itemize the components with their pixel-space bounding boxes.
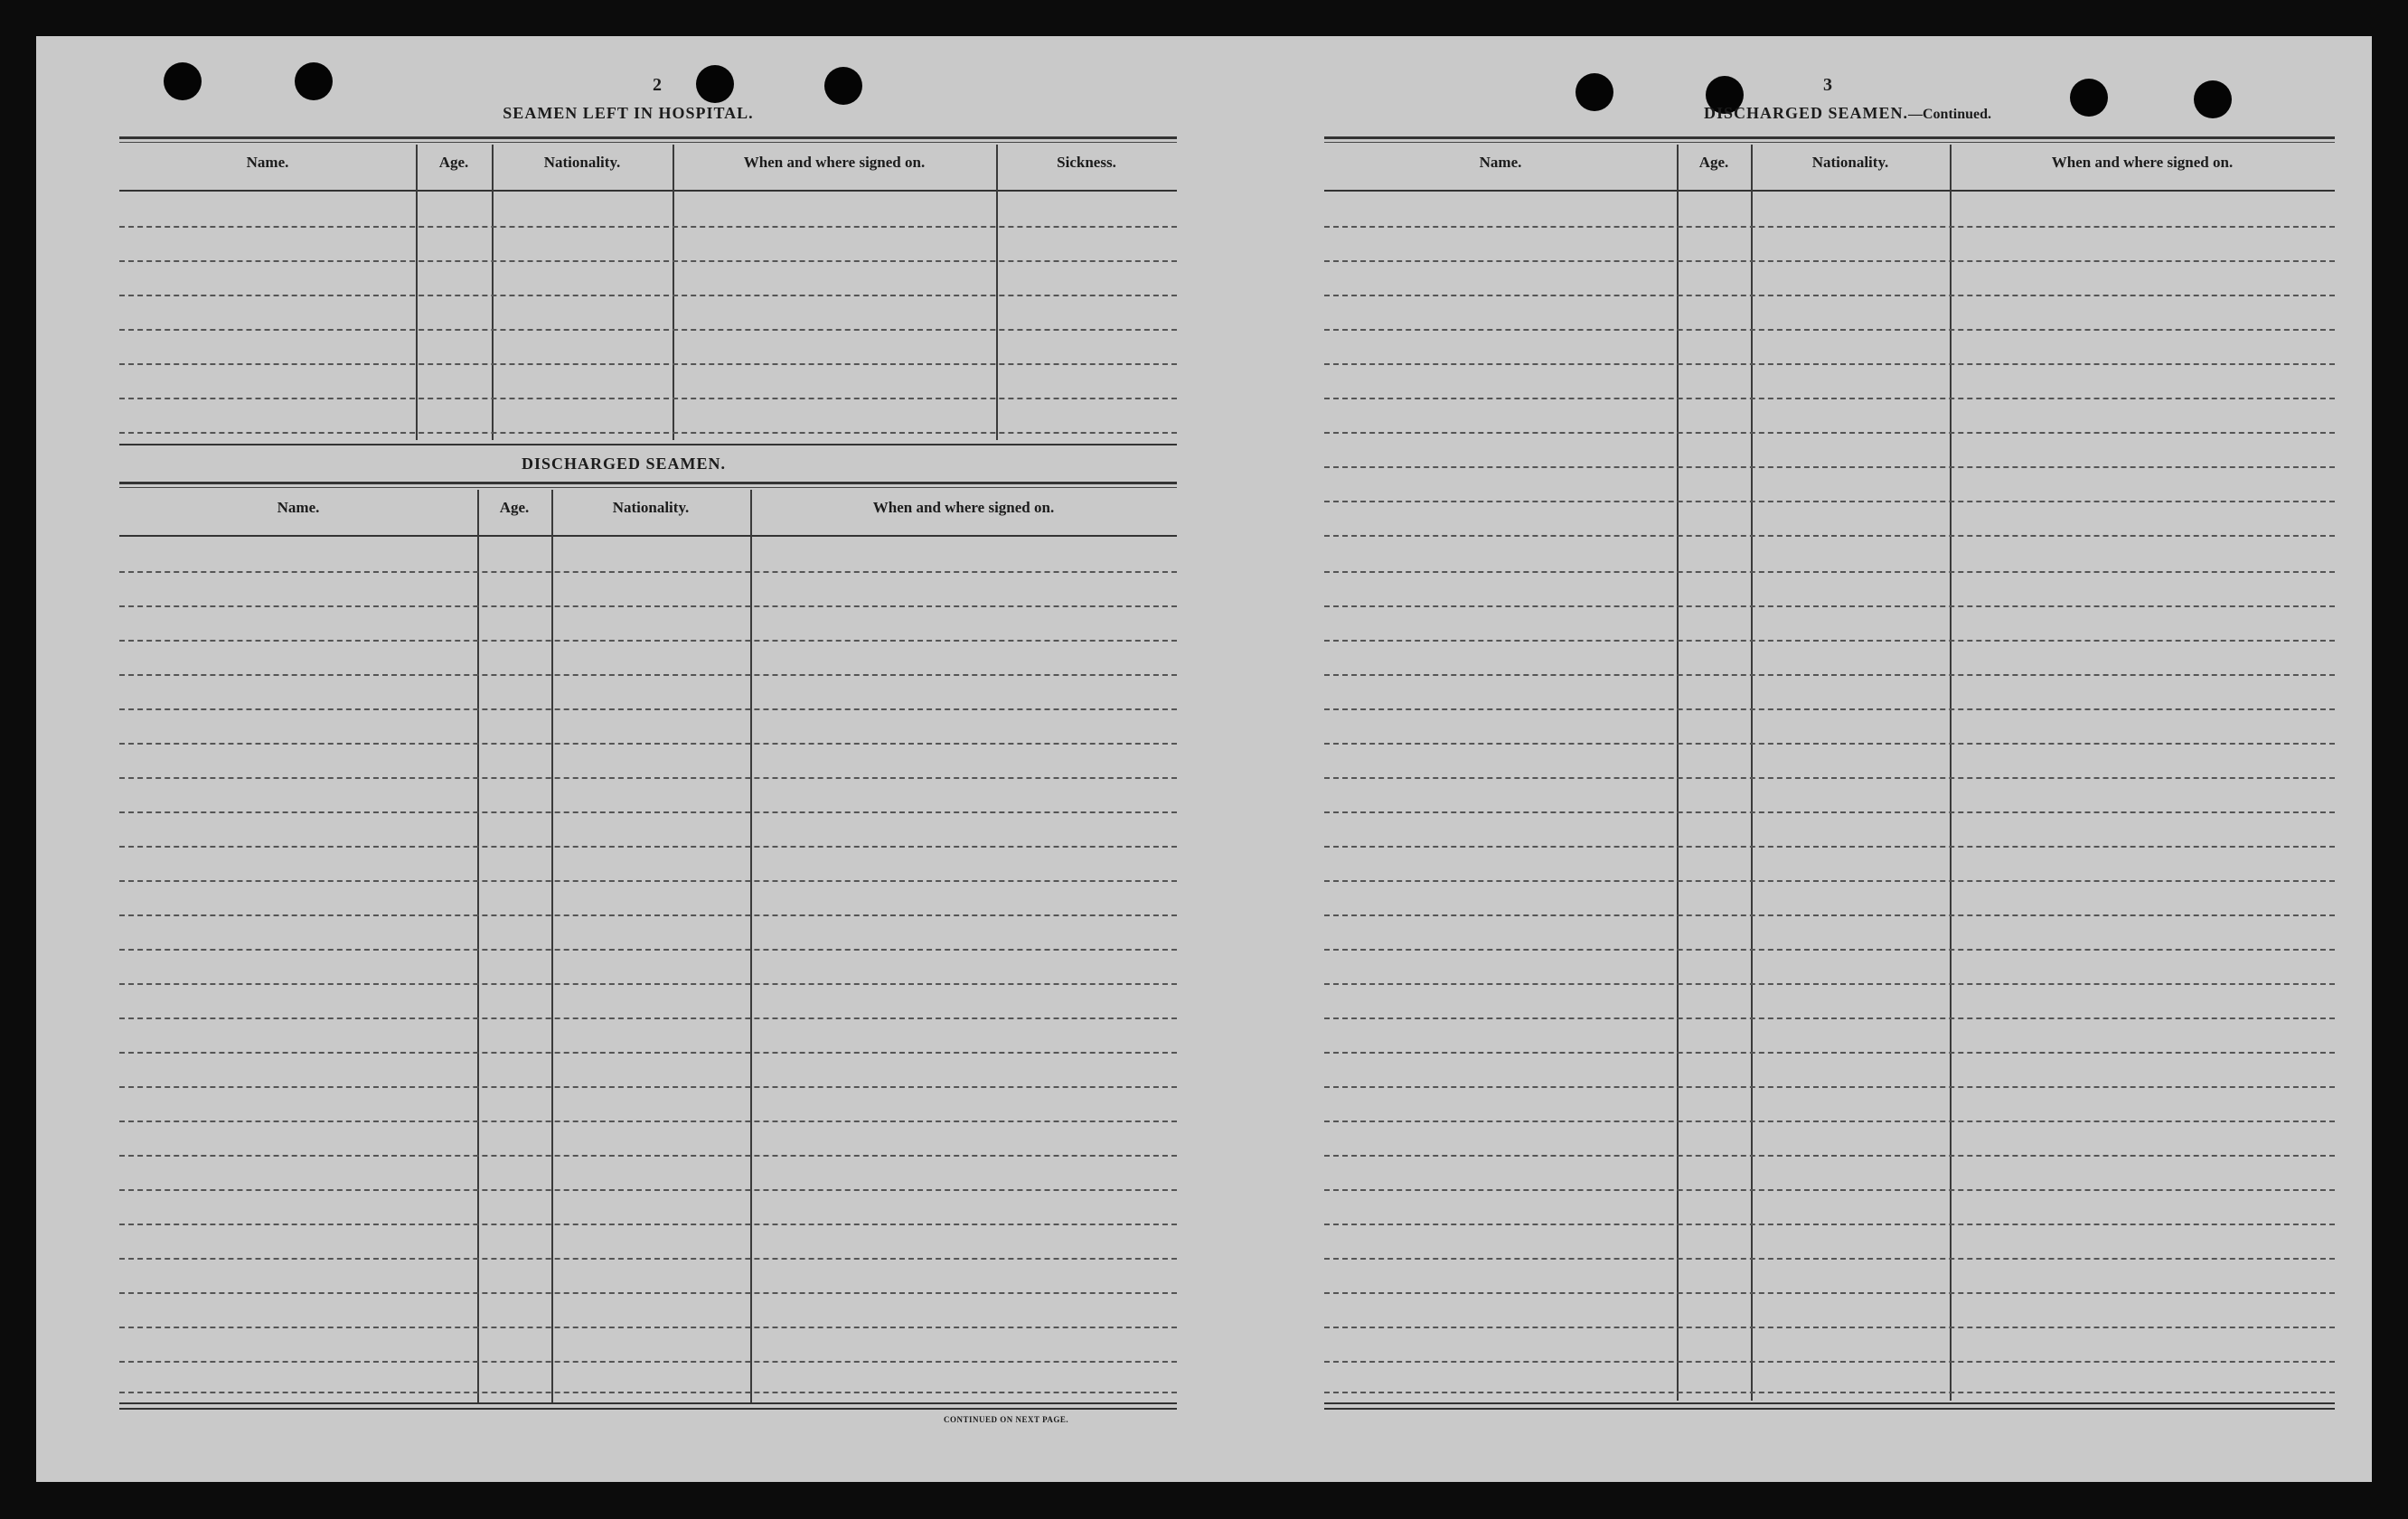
section-rule [119, 444, 1177, 445]
punch-hole [164, 62, 202, 100]
entry-line [119, 1361, 1177, 1363]
column-header-age: Age. [438, 154, 469, 171]
entry-line [119, 432, 1177, 434]
entry-line [119, 640, 1177, 642]
entry-line [119, 1052, 1177, 1054]
entry-line [119, 1155, 1177, 1157]
entry-line [119, 777, 1177, 779]
entry-line [1324, 1392, 2335, 1393]
punch-hole [1576, 73, 1613, 111]
entry-line [1324, 295, 2335, 296]
column-header-name: Name. [1479, 154, 1522, 171]
column-header-rule [1324, 190, 2335, 192]
column-divider [551, 490, 553, 1402]
header-rule [119, 487, 1177, 488]
continued-suffix: —Continued. [1908, 107, 1992, 122]
entry-line [1324, 880, 2335, 882]
entry-line [1324, 1155, 2335, 1157]
column-divider [996, 145, 998, 440]
column-header-rule [119, 190, 1177, 192]
column-header-signed-on: When and where signed on. [2051, 154, 2234, 171]
entry-line [1324, 640, 2335, 642]
entry-line [1324, 1327, 2335, 1328]
right-page [1202, 36, 2372, 1482]
entry-line [119, 846, 1177, 848]
entry-line [1324, 1224, 2335, 1225]
entry-line [119, 983, 1177, 985]
entry-line [119, 708, 1177, 710]
entry-line [1324, 432, 2335, 434]
column-header-nationality: Nationality. [1811, 154, 1889, 171]
entry-line [119, 329, 1177, 331]
column-divider [477, 490, 479, 1402]
entry-line [1324, 605, 2335, 607]
entry-line [1324, 1361, 2335, 1363]
entry-line [119, 295, 1177, 296]
page-number: 3 [1823, 75, 1832, 95]
entry-line [1324, 1120, 2335, 1122]
header-rule [119, 142, 1177, 143]
header-rule [119, 136, 1177, 139]
entry-line [119, 1189, 1177, 1191]
entry-line [119, 605, 1177, 607]
entry-line [1324, 708, 2335, 710]
entry-line [119, 1327, 1177, 1328]
entry-line [119, 398, 1177, 399]
column-header-nationality: Nationality. [612, 499, 690, 516]
entry-line [1324, 1258, 2335, 1260]
column-divider [750, 490, 752, 1402]
entry-line [1324, 777, 2335, 779]
column-divider [492, 145, 494, 440]
entry-line [119, 1086, 1177, 1088]
entry-line [1324, 674, 2335, 676]
entry-line [1324, 1292, 2335, 1294]
entry-line [119, 1392, 1177, 1393]
entry-line [119, 260, 1177, 262]
punch-hole [2194, 80, 2232, 118]
entry-line [119, 880, 1177, 882]
entry-line [1324, 983, 2335, 985]
column-header-age: Age. [1698, 154, 1729, 171]
entry-line [119, 363, 1177, 365]
entry-line [1324, 811, 2335, 813]
column-divider [1677, 145, 1679, 1401]
entry-line [1324, 1189, 2335, 1191]
column-divider [673, 145, 674, 440]
punch-hole [824, 67, 862, 105]
column-divider [1751, 145, 1753, 1401]
entry-line [119, 226, 1177, 228]
entry-line [119, 1120, 1177, 1122]
entry-line [1324, 914, 2335, 916]
entry-line [1324, 363, 2335, 365]
discharged-section-title: DISCHARGED SEAMEN. [521, 455, 727, 473]
column-header-rule [119, 535, 1177, 537]
section-title: DISCHARGED SEAMEN. [1703, 104, 1908, 122]
page-number: 2 [653, 75, 662, 95]
entry-line [119, 571, 1177, 573]
column-header-signed-on: When and where signed on. [872, 499, 1055, 516]
column-header-name: Name. [246, 154, 289, 171]
entry-line [119, 743, 1177, 745]
entry-line [119, 1017, 1177, 1019]
column-header-nationality: Nationality. [543, 154, 621, 171]
entry-line [1324, 1017, 2335, 1019]
entry-line [119, 949, 1177, 951]
entry-line [119, 674, 1177, 676]
entry-line [119, 1292, 1177, 1294]
form-sheet [36, 36, 2372, 1482]
bottom-rule [1324, 1402, 2335, 1404]
entry-line [1324, 535, 2335, 537]
header-rule [119, 482, 1177, 484]
continued-note: CONTINUED ON NEXT PAGE. [944, 1415, 1069, 1424]
entry-line [119, 811, 1177, 813]
column-divider [1950, 145, 1952, 1401]
entry-line [119, 1258, 1177, 1260]
entry-line [119, 1224, 1177, 1225]
hospital-section-title: SEAMEN LEFT IN HOSPITAL. [503, 104, 754, 122]
bottom-rule [119, 1402, 1177, 1404]
punch-hole [2070, 79, 2108, 117]
entry-line [1324, 226, 2335, 228]
entry-line [1324, 1052, 2335, 1054]
entry-line [119, 914, 1177, 916]
entry-line [1324, 466, 2335, 468]
entry-line [1324, 501, 2335, 502]
entry-line [1324, 846, 2335, 848]
column-header-sickness: Sickness. [1057, 154, 1116, 171]
entry-line [1324, 743, 2335, 745]
entry-line [1324, 949, 2335, 951]
entry-line [1324, 571, 2335, 573]
column-header-age: Age. [499, 499, 530, 516]
punch-hole [696, 65, 734, 103]
bottom-rule [119, 1408, 1177, 1410]
header-rule [1324, 136, 2335, 139]
header-rule [1324, 142, 2335, 143]
punch-hole [295, 62, 333, 100]
entry-line [1324, 260, 2335, 262]
column-divider [416, 145, 418, 440]
left-page [36, 36, 1202, 1482]
column-header-name: Name. [277, 499, 320, 516]
discharged-continued-title [1649, 104, 2046, 123]
entry-line [1324, 398, 2335, 399]
column-header-signed-on: When and where signed on. [743, 154, 926, 171]
bottom-rule [1324, 1408, 2335, 1410]
entry-line [1324, 329, 2335, 331]
entry-line [1324, 1086, 2335, 1088]
